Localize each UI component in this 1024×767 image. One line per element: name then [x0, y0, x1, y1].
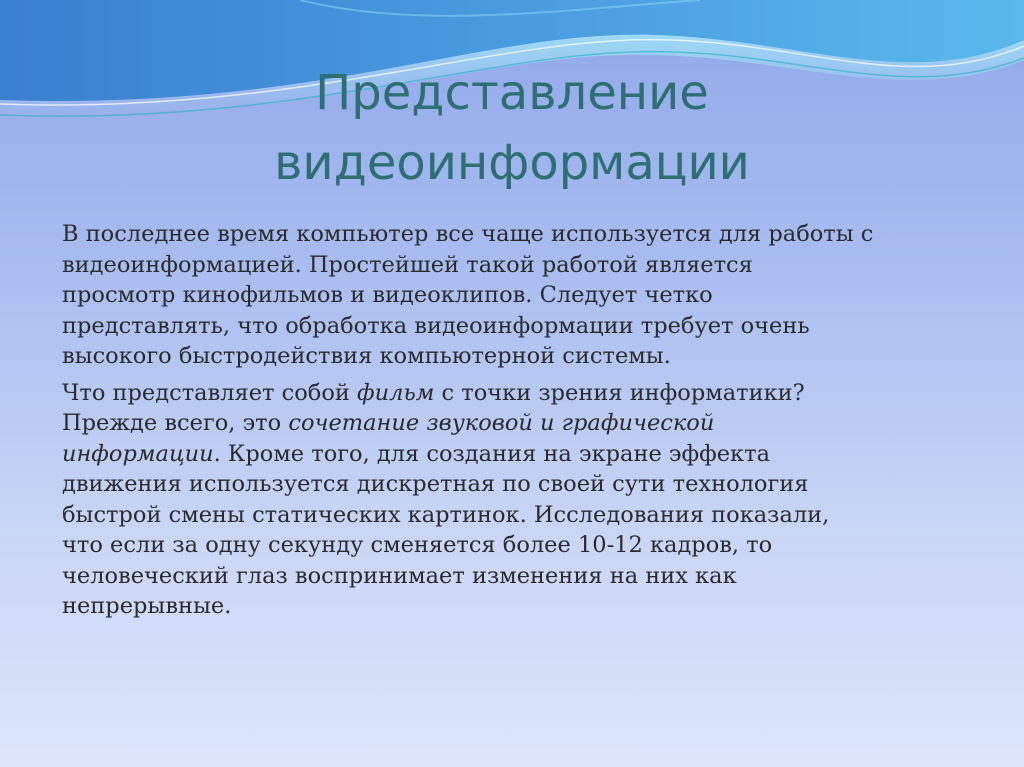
italic-term-information: информации: [62, 440, 214, 467]
paragraph-2-line: быстрой смены статических картинок. Исследования показали,: [62, 501, 830, 528]
paragraph-1-line: представлять, что обработка видеоинформации требует очень: [62, 312, 810, 339]
slide-title: [0, 58, 1024, 198]
paragraph-1: [62, 219, 982, 372]
text-run: с точки зрения информатики?: [434, 379, 805, 406]
slide-title-line-1: Представление: [315, 65, 709, 121]
italic-term-combination: сочетание звуковой и графической: [288, 410, 715, 436]
paragraph-1-line: В последнее время компьютер все чаще используется для работы с: [62, 221, 874, 247]
paragraph-2-line: [62, 439, 982, 470]
italic-term-film: фильм: [357, 379, 435, 406]
text-run: Что представляет собой: [62, 379, 358, 406]
paragraph-2: [62, 378, 982, 622]
paragraph-1-line: видеоинформацией. Простейшей такой работой является: [62, 251, 753, 278]
paragraph-2-line: что если за одну секунду сменяется более 10-12 кадров, то: [62, 532, 773, 558]
paragraph-2-line: непрерывные.: [62, 593, 232, 619]
paragraph-2-line: [62, 378, 982, 409]
paragraph-2-line: человеческий глаз воспринимает изменения на них как: [62, 562, 737, 589]
paragraph-1-line: просмотр кинофильмов и видеоклипов. Следует четко: [62, 282, 713, 308]
slide-title-line-2: видеоинформации: [274, 135, 750, 191]
paragraph-2-line: [62, 408, 982, 439]
paragraph-2-line: движения используется дискретная по своей сути технология: [62, 471, 809, 497]
text-run: Прежде всего, это: [62, 410, 289, 436]
slide-body: [62, 219, 982, 622]
text-run: . Кроме того, для создания на экране эффекта: [213, 440, 770, 467]
paragraph-1-line: высокого быстродействия компьютерной системы.: [62, 343, 671, 369]
